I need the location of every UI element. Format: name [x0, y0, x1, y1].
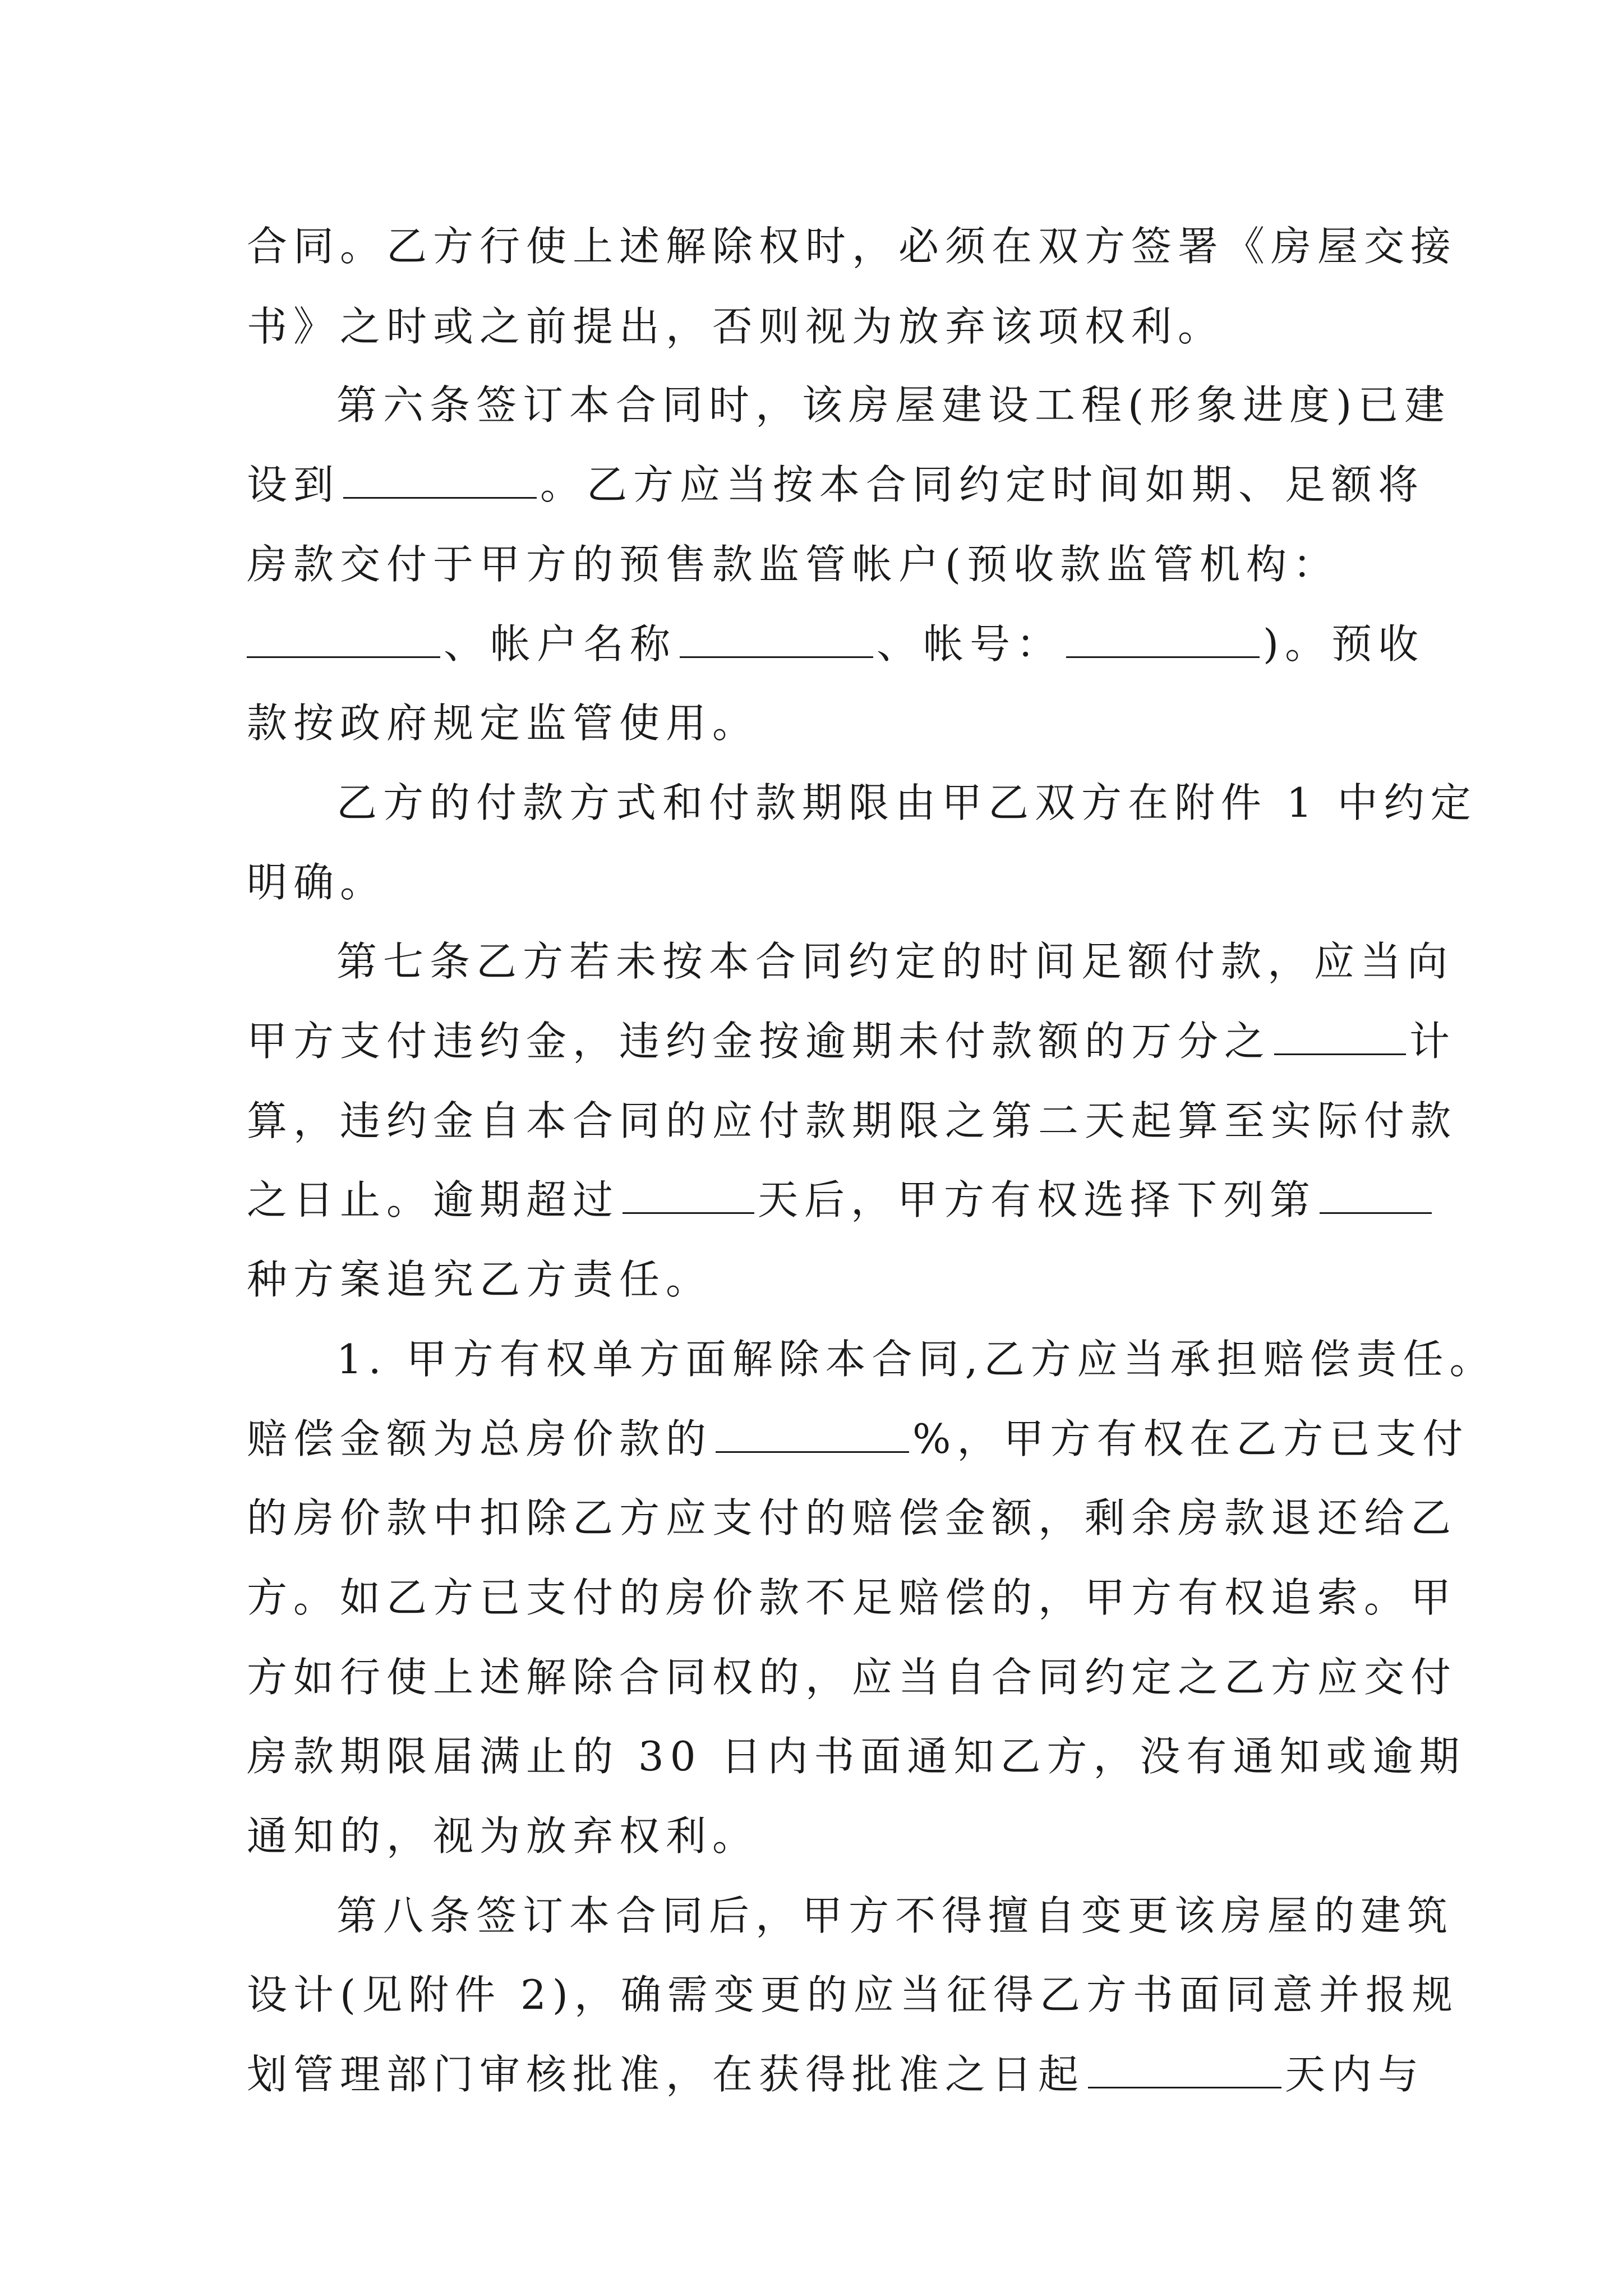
text-line — [247, 1413, 1469, 1465]
fill-blank[interactable] — [1066, 619, 1260, 658]
line-text: 房款期限届满止的 30 日内书面通知乙方，没有通知或逾期 — [247, 1733, 1466, 1780]
line-text: 种方案追究乙方责任。 — [247, 1256, 713, 1303]
text-line — [247, 1492, 1457, 1544]
fill-blank[interactable] — [247, 619, 440, 658]
fill-blank[interactable] — [680, 619, 873, 658]
text-line — [247, 1651, 1457, 1703]
line-text: 划管理部门审核批准，在获得批准之日起 — [247, 2051, 1085, 2098]
text-line — [247, 618, 1424, 670]
text-line — [247, 697, 759, 749]
fill-blank[interactable] — [716, 1414, 909, 1453]
fill-blank[interactable] — [1274, 1016, 1406, 1055]
text-line — [247, 1969, 1459, 2021]
article-7-heading-line — [336, 936, 1454, 987]
line-text: 天后，甲方有权选择下列第 — [758, 1176, 1317, 1223]
text-line — [247, 2049, 1424, 2100]
line-text: 第六条签订本合同时，该房屋建设工程(形象进度)已建 — [336, 381, 1451, 429]
line-text: 设到 — [247, 461, 340, 508]
line-text: 通知的，视为放弃权利。 — [247, 1812, 759, 1860]
text-line — [247, 459, 1424, 510]
line-text: )。预收 — [1263, 620, 1425, 668]
line-text: 设计(见附件 2)，确需变更的应当征得乙方书面同意并报规 — [247, 1971, 1459, 2018]
fill-blank[interactable] — [1320, 1175, 1432, 1214]
line-text: 、帐号： — [877, 620, 1063, 668]
line-text: 房款交付于甲方的预售款监管帐户(预收款监管机构： — [247, 541, 1340, 588]
text-line — [336, 777, 1477, 829]
line-text: 款按政府规定监管使用。 — [247, 700, 759, 747]
line-text: 赔偿金额为总房价款的 — [247, 1415, 713, 1462]
text-line — [247, 1015, 1456, 1067]
line-text: 乙方的付款方式和付款期限由甲乙双方在附件 1 中约定 — [336, 779, 1477, 826]
line-text: 计 — [1409, 1018, 1456, 1065]
line-text: 方。如乙方已支付的房价款不足赔偿的，甲方有权追索。甲 — [247, 1574, 1458, 1621]
text-line — [247, 857, 386, 908]
article-8-heading-line — [336, 1890, 1454, 1941]
line-text: 书》之时或之前提出，否则视为放弃该项权利。 — [247, 303, 1225, 350]
text-line — [247, 1572, 1457, 1623]
fill-blank[interactable] — [623, 1175, 754, 1214]
line-text: 、帐户名称 — [444, 620, 677, 668]
text-line — [247, 1095, 1457, 1147]
line-text: 第八条签订本合同后，甲方不得擅自变更该房屋的建筑 — [336, 1892, 1454, 1939]
fill-blank[interactable] — [1088, 2050, 1281, 2088]
text-line — [247, 1174, 1435, 1226]
line-text: 天内与 — [1285, 2051, 1425, 2098]
line-text: 第七条乙方若未按本合同约定的时间足额付款，应当向 — [336, 938, 1454, 985]
text-line — [247, 1254, 712, 1305]
line-text: 甲方支付违约金，违约金按逾期未付款额的万分之 — [247, 1018, 1271, 1065]
fill-blank[interactable] — [343, 460, 537, 499]
line-text: 之日止。逾期超过 — [247, 1176, 620, 1223]
line-text: 明确。 — [247, 859, 387, 906]
text-line — [336, 1333, 1496, 1385]
line-text: 。乙方应当按本合同约定时间如期、足额将 — [540, 461, 1425, 508]
line-text: %，甲方有权在乙方已支付 — [912, 1415, 1469, 1462]
text-line — [247, 1810, 759, 1862]
line-text: 算，违约金自本合同的应付款期限之第二天起算至实际付款 — [247, 1097, 1458, 1144]
line-text: 方如行使上述解除合同权的，应当自合同约定之乙方应交付 — [247, 1654, 1458, 1701]
text-line — [247, 301, 1224, 352]
article-6-heading-line — [336, 379, 1451, 431]
line-text: 的房价款中扣除乙方应支付的赔偿金额，剩余房款退还给乙 — [247, 1494, 1458, 1542]
text-line — [247, 220, 1457, 272]
line-text: 1. 甲方有权单方面解除本合同,乙方应当承担赔偿责任。 — [336, 1336, 1496, 1383]
text-line — [247, 1731, 1465, 1782]
line-text: 合同。乙方行使上述解除权时，必须在双方签署《房屋交接 — [247, 223, 1458, 270]
text-line — [247, 539, 1339, 590]
